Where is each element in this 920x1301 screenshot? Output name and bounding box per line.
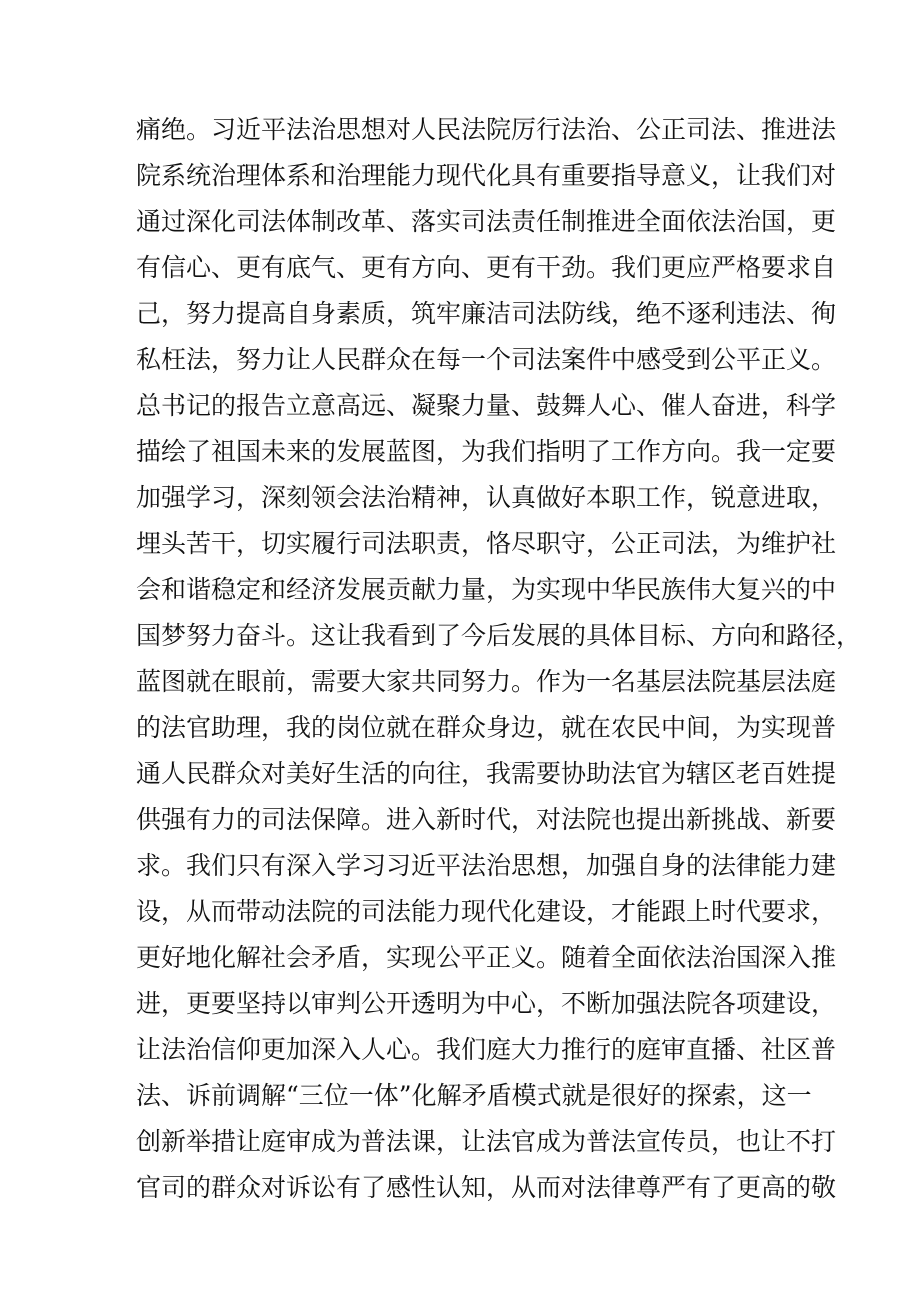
text-line: 更好地化解社会矛盾，实现公平正义。随着全面依法治国深入推	[136, 943, 837, 972]
text-line: 国梦努力奋斗。这让我看到了今后发展的具体目标、方向和路径，	[136, 621, 862, 650]
text-line: 描绘了祖国未来的发展蓝图，为我们指明了工作方向。我一定要	[136, 437, 837, 466]
text-line: 的法官助理，我的岗位就在群众身边，就在农民中间，为实现普	[136, 713, 837, 742]
text-line: 总书记的报告立意高远、凝聚力量、鼓舞人心、催人奋进，科学	[136, 391, 837, 420]
text-line: 进，更要坚持以审判公开透明为中心，不断加强法院各项建设，	[136, 989, 837, 1018]
text-line: 供强有力的司法保障。进入新时代，对法院也提出新挑战、新要	[136, 805, 837, 834]
text-line: 设，从而带动法院的司法能力现代化建设，才能跟上时代要求，	[136, 897, 837, 926]
text-line: 让法治信仰更加深入人心。我们庭大力推行的庭审直播、社区普	[136, 1035, 837, 1064]
text-line: 蓝图就在眼前，需要大家共同努力。作为一名基层法院基层法庭	[136, 667, 837, 696]
text-line: 通过深化司法体制改革、落实司法责任制推进全面依法治国，更	[136, 207, 837, 236]
text-line: 创新举措让庭审成为普法课，让法官成为普法宣传员，也让不打	[136, 1127, 837, 1156]
text-line: 院系统治理体系和治理能力现代化具有重要指导意义，让我们对	[136, 161, 837, 190]
text-line: 加强学习，深刻领会法治精神，认真做好本职工作，锐意进取，	[136, 483, 837, 512]
text-line: 官司的群众对诉讼有了感性认知，从而对法律尊严有了更高的敬	[136, 1173, 837, 1202]
text-line: 会和谐稳定和经济发展贡献力量，为实现中华民族伟大复兴的中	[136, 575, 837, 604]
document-body	[136, 107, 862, 1211]
text-line: 己，努力提高自身素质，筑牢廉洁司法防线，绝不逐利违法、徇	[136, 299, 837, 328]
text-line: 法、诉前调解“三位一体”化解矛盾模式就是很好的探索，这一	[136, 1081, 812, 1110]
text-line: 私枉法，努力让人民群众在每一个司法案件中感受到公平正义。	[136, 345, 837, 374]
text-line: 痛绝。习近平法治思想对人民法院厉行法治、公正司法、推进法	[136, 115, 837, 144]
text-line: 求。我们只有深入学习习近平法治思想，加强自身的法律能力建	[136, 851, 837, 880]
text-line: 有信心、更有底气、更有方向、更有干劲。我们更应严格要求自	[136, 253, 837, 282]
text-line: 通人民群众对美好生活的向往，我需要协助法官为辖区老百姓提	[136, 759, 837, 788]
text-line: 埋头苦干，切实履行司法职责，恪尽职守，公正司法，为维护社	[136, 529, 837, 558]
